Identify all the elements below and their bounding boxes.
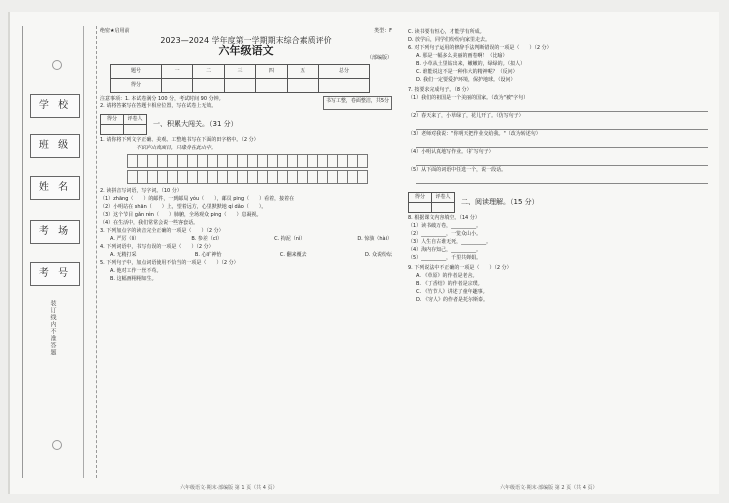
notice <box>100 96 392 110</box>
score-col-header: 三 <box>224 65 255 79</box>
question-5: 5. 下列句子中，加点词语使用不恰当的一项是（ ）（2 分） <box>100 260 239 266</box>
question-8: 8. 根据课文内容填空。（14 分） <box>408 215 480 221</box>
notice-line: 2. 请将答案写在答题卡相应位置，写在试卷上无效。 <box>100 103 217 109</box>
tian-grid-row[interactable] <box>128 170 392 184</box>
question-2: 2. 读拼音写词语，写字词。（10 分） <box>100 188 182 194</box>
score-table <box>110 64 370 93</box>
question-4: 4. 下列词语中，书写有误的一项是（ ）（2 分） <box>100 244 214 250</box>
question-9: 9. 下列说法中不正确的一项是（ ）（2 分） <box>408 265 512 271</box>
answer-line[interactable] <box>416 104 708 112</box>
option[interactable]: D. 我们一定要爱护环境，保护地球。（设问） <box>416 77 516 83</box>
answer-line[interactable] <box>416 122 708 130</box>
option[interactable]: A. 那是一幅多么美丽的画卷啊！（比喻） <box>416 53 508 59</box>
q7-item: （3）老师对我说："你明天把作业交给我。"（改为转述句） <box>408 131 541 137</box>
q7-item: （5）从下面的词语中任选一个，说一段话。 <box>408 167 507 173</box>
paper-type: 类型：F <box>374 28 392 34</box>
q2-line: （4）在生活中，我们常常会说一些客套话。 <box>100 220 199 226</box>
grader-label: 评卷人 <box>124 115 147 125</box>
score-cell[interactable] <box>318 79 369 93</box>
q8-line: （5）__________，千里共婵娟。 <box>408 255 482 261</box>
option[interactable]: B. 《丁香结》的作者是宗璞。 <box>416 281 483 287</box>
option[interactable]: D. 《穷人》的作者是托尔斯泰。 <box>416 297 489 303</box>
score-cell[interactable] <box>224 79 255 93</box>
section-2-header <box>408 192 708 213</box>
tian-grid-row[interactable] <box>128 154 392 168</box>
school-field: 学 校 <box>30 94 80 118</box>
answer-line[interactable] <box>416 140 708 148</box>
grader-label: 评卷人 <box>432 193 455 203</box>
score-cell[interactable] <box>256 79 287 93</box>
option[interactable]: B. 小草从土里钻出来，嫩嫩的，绿绿的。（拟人） <box>416 61 526 67</box>
score-cell[interactable] <box>287 79 318 93</box>
score-row-label: 得分 <box>111 79 162 93</box>
score-label: 得分 <box>101 115 124 125</box>
score-col-header: 一 <box>161 65 192 79</box>
punch-hole <box>52 60 62 70</box>
notice-line: 注意事项：1. 本试卷满分 100 分，考试时间 90 分钟。 <box>100 96 224 102</box>
score-col-header: 五 <box>287 65 318 79</box>
exam-title: 2023—2024 学年度第一学期期末综合素质评价 <box>160 36 332 45</box>
subject-title: 六年级语文 <box>218 44 274 57</box>
grader-cell[interactable] <box>124 125 147 135</box>
q7-item: （1）我们的祖国是一个美丽的国家。（改为"被"字句） <box>408 95 529 101</box>
class-field: 班 级 <box>30 134 80 158</box>
score-col-header: 总分 <box>318 65 369 79</box>
score-cell[interactable] <box>409 203 432 213</box>
answer-line[interactable] <box>416 176 708 184</box>
option[interactable]: B. 这幅画栩栩如生。 <box>110 276 157 282</box>
option[interactable]: D. 众说纷纭 <box>364 252 392 258</box>
question-3: 3. 下列加点字的读音完全正确的一项是（ ）（2 分） <box>100 228 224 234</box>
q8-line: （1）读书破万卷，__________。 <box>408 223 482 229</box>
option[interactable]: B. 参差（cī） <box>191 236 223 242</box>
q8-line: （4）海内存知己，__________。 <box>408 247 482 253</box>
option[interactable]: C. 谁能说这不是一种伟大的精神呢？（反问） <box>416 69 518 75</box>
q7-item: （4）小明认真地写作业。（扩写句子） <box>408 149 494 155</box>
score-cell[interactable] <box>193 79 224 93</box>
q4-options <box>100 252 392 259</box>
score-col-header: 四 <box>256 65 287 79</box>
text-line: D. 放学后，同学们纷纷向家里走去。 <box>408 37 491 43</box>
grader-cell[interactable] <box>432 203 455 213</box>
option[interactable]: A. 《草原》的作者是老舍。 <box>416 273 478 279</box>
q2-line: （3）这个节目 gǎn rén（ ）肺腑，全场观众 ping（ ）息凝视。 <box>100 212 262 218</box>
score-col-header: 二 <box>193 65 224 79</box>
q2-line: （2）小明站在 shān（ ）上，望着远方，心里默默地 qí dǎo（ ）。 <box>100 204 267 210</box>
question-7: 7. 按要求完成句子。（8 分） <box>408 87 472 93</box>
text-line: C. 读书要有恒心，才能学有所成。 <box>408 29 485 35</box>
score-label: 得分 <box>409 193 432 203</box>
exam-number-field: 考 号 <box>30 262 80 286</box>
secret-label: 绝密★启用前 <box>100 28 130 34</box>
question-1: 1. 请你将下列文字正确、美观、工整地书写在下面的田字格中。（2 分） <box>100 137 259 143</box>
score-cell[interactable] <box>161 79 192 93</box>
copy-text: 不识庐山真面目，只缘身在此山中。 <box>136 145 217 151</box>
q8-line: （3）人生自古谁无死，__________。 <box>408 239 492 245</box>
option[interactable]: C. 拘泥（nì） <box>274 236 306 242</box>
footer-right: 六年级语文·期末·部编版 第 2 页（共 4 页） <box>500 485 598 491</box>
q3-options <box>100 236 392 243</box>
footer-left: 六年级语文·期末·部编版 第 1 页（共 4 页） <box>180 485 278 491</box>
left-column <box>100 28 392 284</box>
score-cell[interactable] <box>101 125 124 135</box>
option[interactable]: A. 无精打采 <box>110 252 137 258</box>
option[interactable]: A. 他对工作一丝不苟。 <box>110 268 162 274</box>
q8-line: （2）__________，一览众山小。 <box>408 231 482 237</box>
exam-room-field: 考 场 <box>30 220 80 244</box>
section-1-header <box>100 114 392 135</box>
q2-line: （1）zhāng（ ）的邮件，一到邮局 yóu（ ），邮员 ping（ ）看着，接着在 <box>100 196 295 202</box>
score-col-header: 题号 <box>111 65 162 79</box>
option[interactable]: A. 严厉（lì） <box>110 236 140 242</box>
option[interactable]: C. 翻来覆去 <box>279 252 307 258</box>
name-field: 姓 名 <box>30 176 80 200</box>
grader-table <box>408 192 455 213</box>
fold-line <box>84 26 97 478</box>
section-2-title: 二、阅读理解。（15 分） <box>461 198 539 206</box>
punch-hole <box>52 440 62 450</box>
option[interactable]: C. 《竹节人》讲述了童年趣事。 <box>416 289 488 295</box>
question-6: 6. 对下列句子运用的修辞手法判断错误的一项是（ ）（2 分） <box>408 45 552 51</box>
edition-label: （部编版） <box>366 55 392 61</box>
answer-line[interactable] <box>416 158 708 166</box>
grader-table <box>100 114 147 135</box>
option[interactable]: D. 惊骇（hài） <box>357 236 392 242</box>
right-column <box>408 28 708 305</box>
binding-note: 装订线内不准答题 <box>49 300 56 356</box>
option[interactable]: B. 心旷神怡 <box>194 252 222 258</box>
section-1-title: 一、积累大闯关。（31 分） <box>153 120 238 128</box>
neatness-box: 书写工整，卷面整洁，共5分 <box>323 96 392 110</box>
q7-item: （2）春天来了，小草绿了，花儿开了。（仿写句子） <box>408 113 524 119</box>
